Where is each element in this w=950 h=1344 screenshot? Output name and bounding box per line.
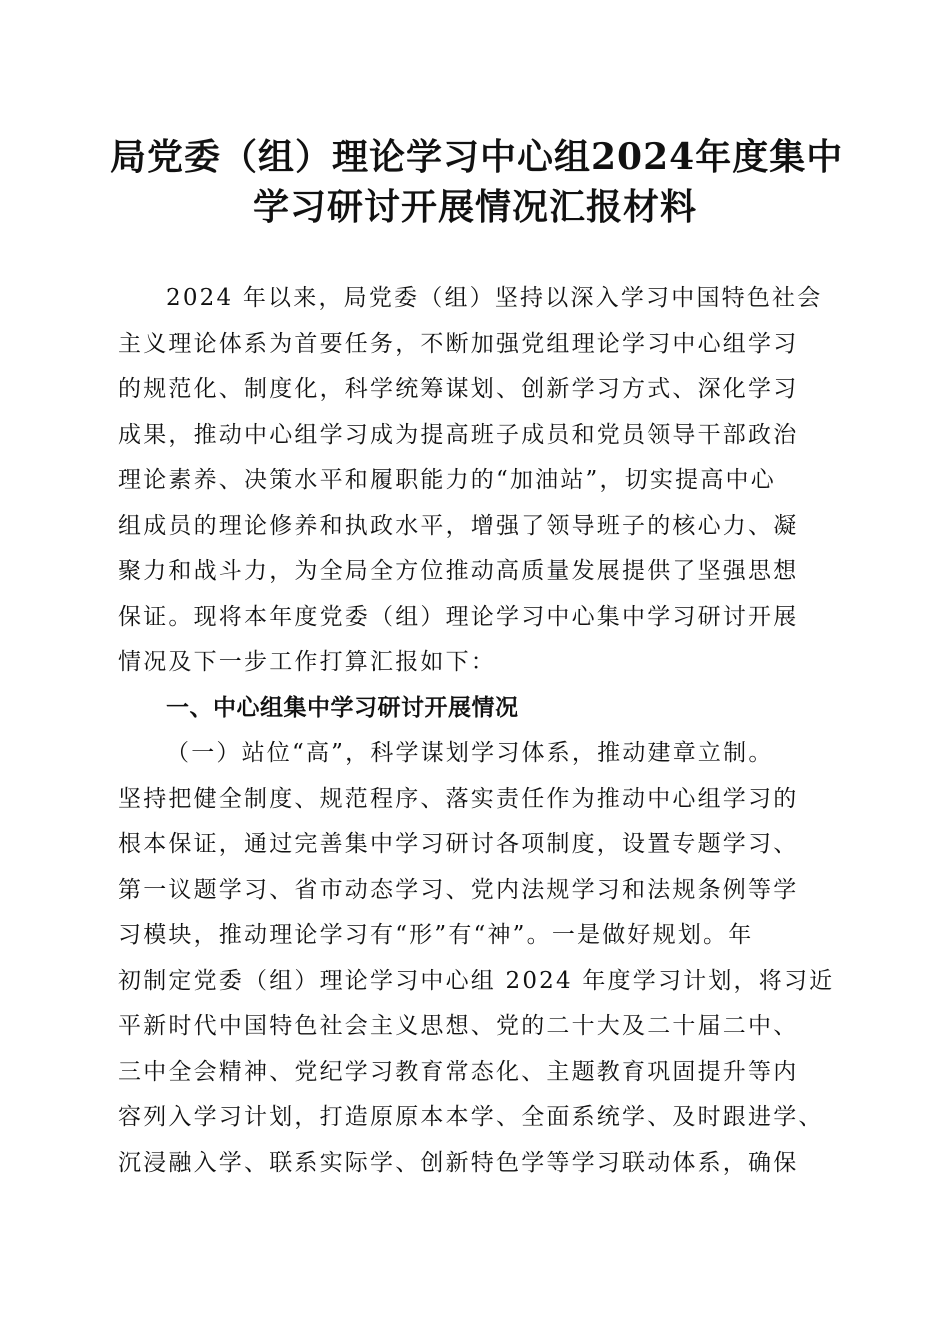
- document-body: [118, 276, 838, 1186]
- paragraph-line: 情况及下一步工作打算汇报如下：: [118, 649, 496, 675]
- paragraph-line: 坚持把健全制度、规范程序、落实责任作为推动中心组学习的: [118, 785, 799, 812]
- title-line-2: 学习研讨开展情况汇报材料: [252, 186, 697, 228]
- paragraph-line: 主义理论体系为首要任务，不断加强党组理论学习中心组学习: [118, 330, 799, 357]
- paragraph-line: 容列入学习计划，打造原原本本学、全面系统学、及时跟进学、: [118, 1104, 824, 1130]
- paragraph-line: 初制定党委（组）理论学习中心组 2024 年度学习计划，将习近: [118, 967, 835, 994]
- paragraph-line: 习模块，推动理论学习有“形”有“神”。一是做好规划。年: [118, 922, 754, 948]
- paragraph-line: 成果，推动中心组学习成为提高班子成员和党员领导干部政治: [118, 421, 799, 448]
- paragraph-line: 三中全会精神、党纪学习教育常态化、主题教育巩固提升等内: [118, 1058, 799, 1085]
- paragraph-line: 保证。现将本年度党委（组）理论学习中心集中学习研讨开展: [118, 603, 799, 630]
- paragraph-line: 第一议题学习、省市动态学习、党内法规学习和法规条例等学: [118, 876, 799, 903]
- paragraph-line: 沉浸融入学、联系实际学、创新特色学等学习联动体系，确保: [118, 1149, 799, 1176]
- paragraph-line: 聚力和战斗力，为全局全方位推动高质量发展提供了坚强思想: [118, 558, 799, 584]
- paragraph-line: 平新时代中国特色社会主义思想、党的二十大及二十届二中、: [118, 1013, 799, 1039]
- document-title: [110, 132, 844, 232]
- paragraph-line: 根本保证，通过完善集中学习研讨各项制度，设置专题学习、: [118, 831, 799, 857]
- section-heading: 一、中心组集中学习研讨开展情况: [166, 694, 519, 721]
- paragraph-line: 理论素养、决策水平和履职能力的“加油站”，切实提高中心: [118, 467, 776, 493]
- paragraph-line: 的规范化、制度化，科学统筹谋划、创新学习方式、深化学习: [118, 376, 799, 402]
- paragraph-line: 组成员的理论修养和执政水平，增强了领导班子的核心力、凝: [118, 512, 799, 539]
- paragraph-line: 2024 年以来，局党委（组）坚持以深入学习中国特色社会: [166, 285, 823, 311]
- title-line-1: 局党委（组）理论学习中心组2024年度集中: [110, 136, 844, 178]
- subsection-line: （一）站位“高”，科学谋划学习体系，推动建章立制。: [166, 740, 774, 766]
